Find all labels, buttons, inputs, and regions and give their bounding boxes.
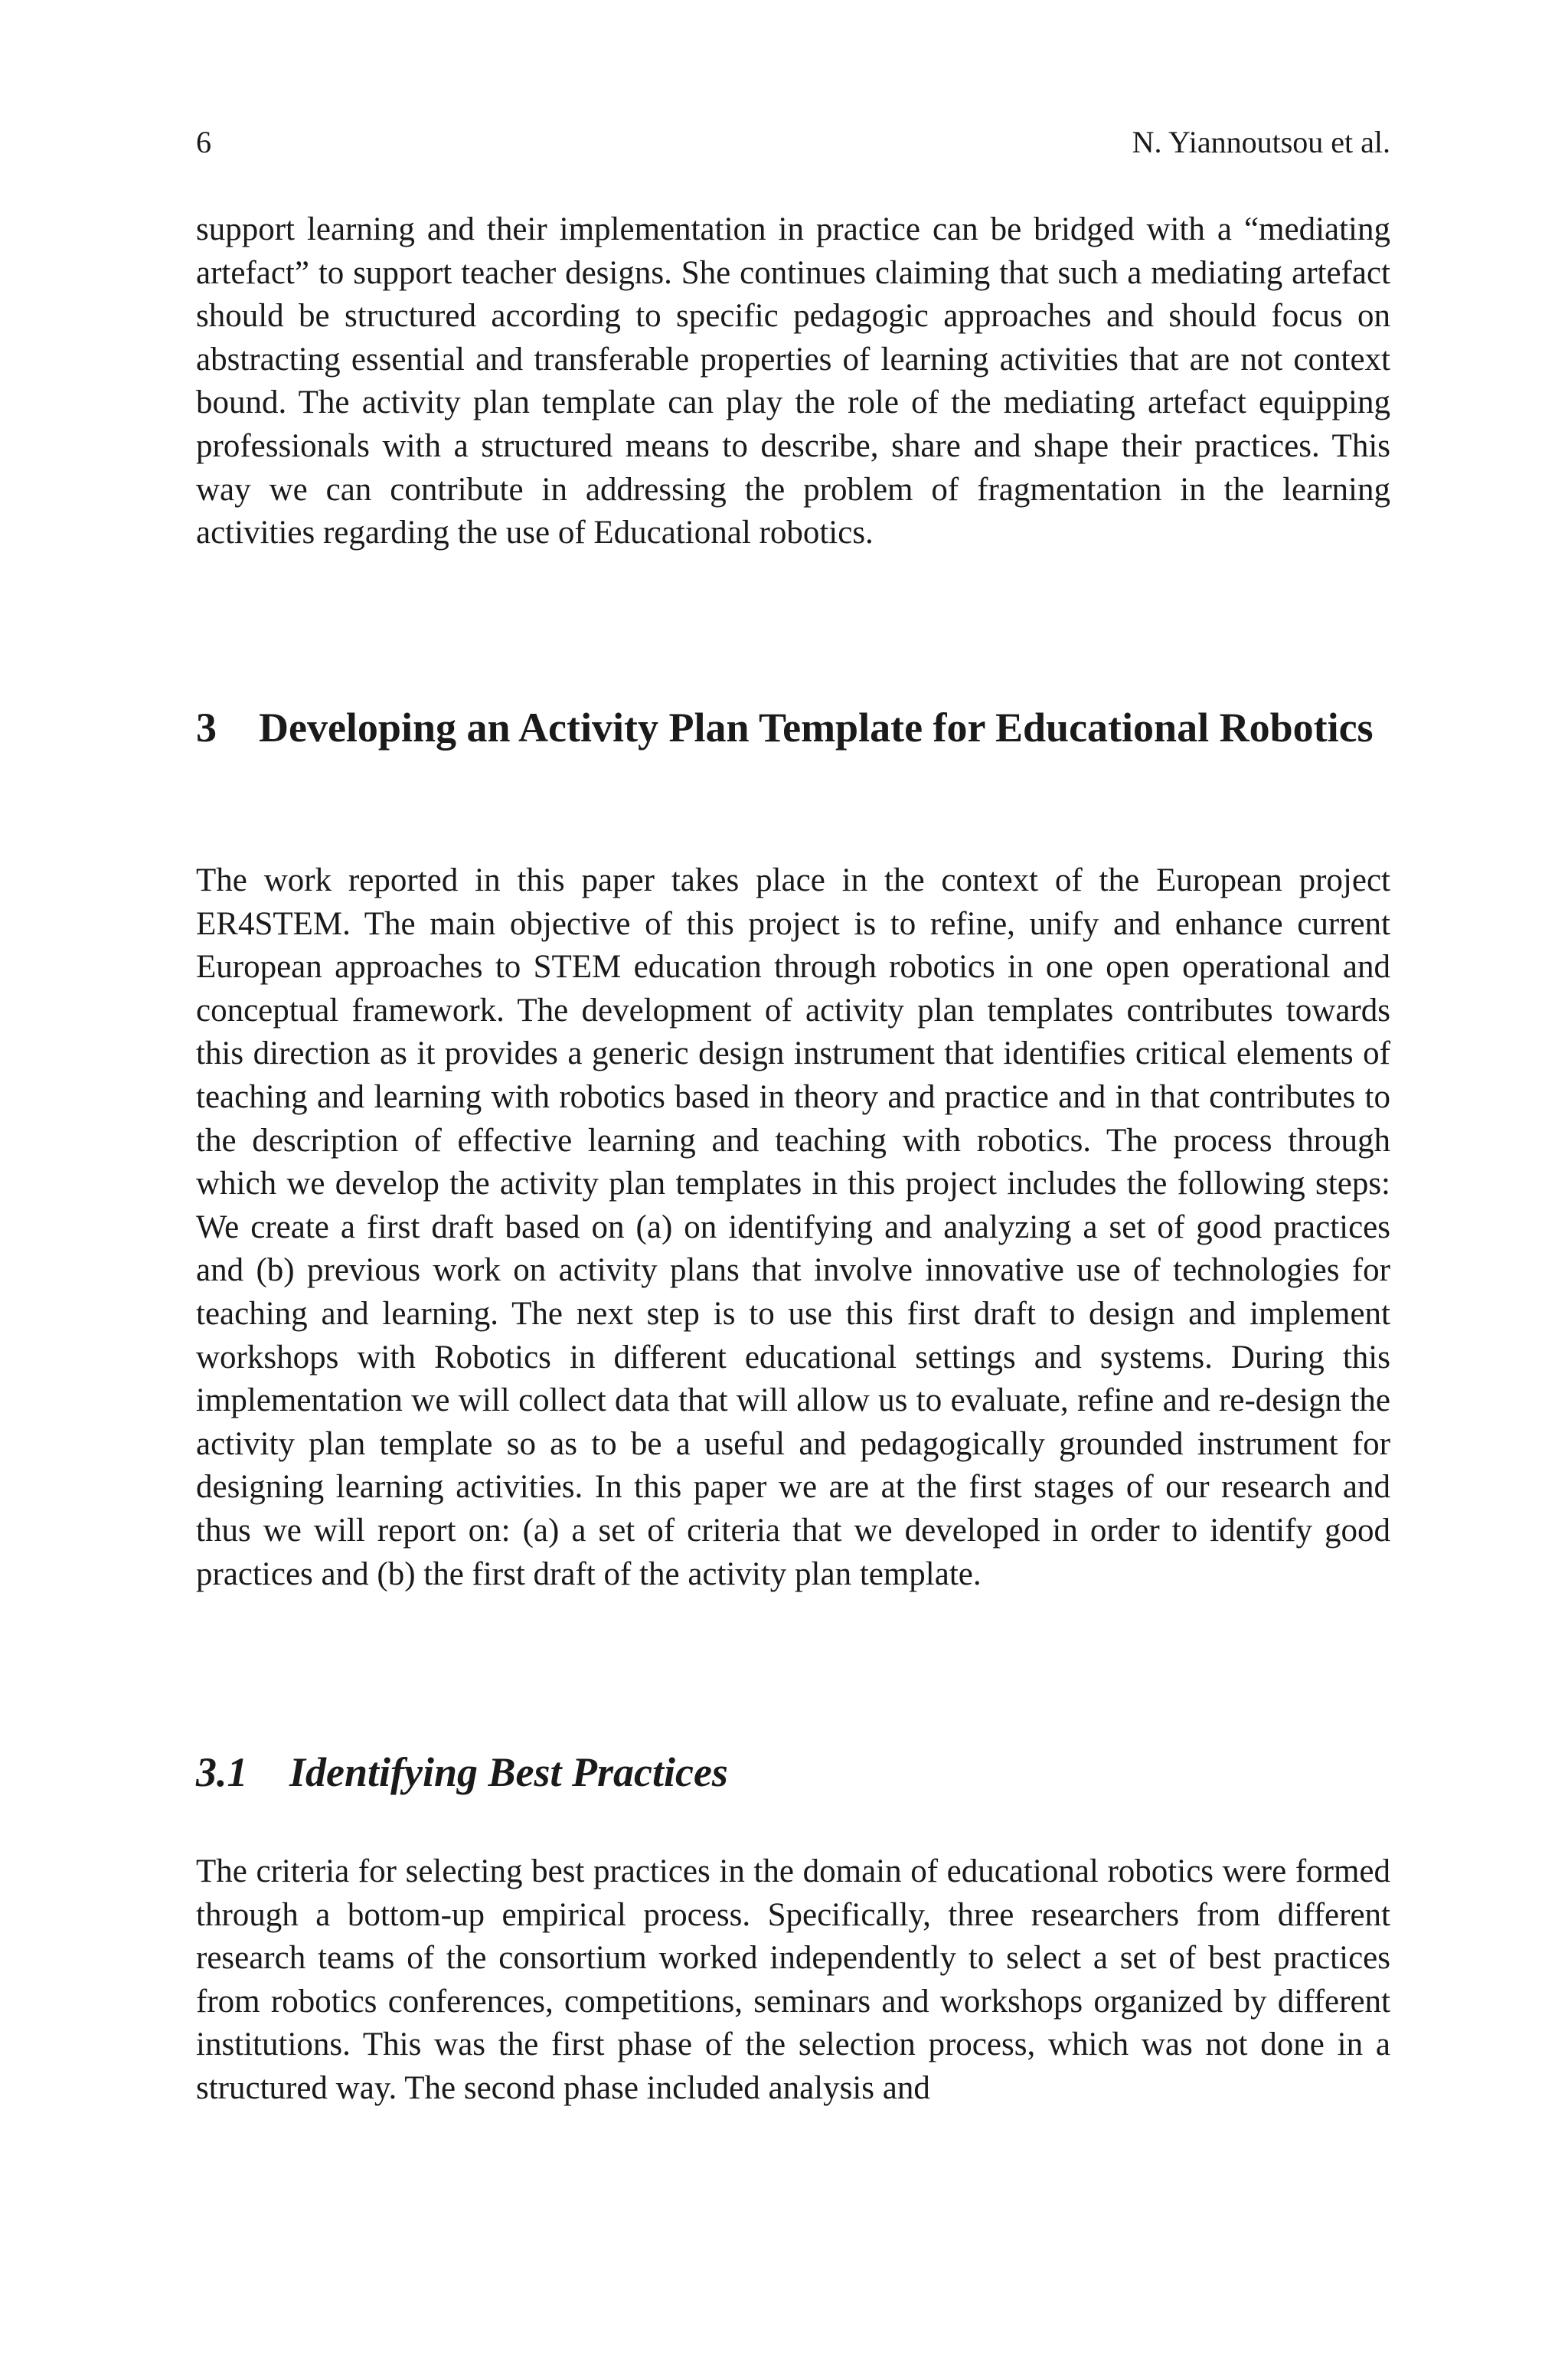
running-author: N. Yiannoutsou et al.: [1132, 125, 1390, 159]
subsection-title: Identifying Best Practices: [289, 1749, 728, 1795]
section-number: 3: [196, 705, 217, 751]
page-number: 6: [196, 125, 211, 159]
body-paragraph-1: support learning and their implementation in practice can be bridged with a “mediating artefact” to support teacher designs. She continues claiming that such a mediating artefact should be structured according to specific pedagogic approaches and should focus on abstracting essential and transferable properties of learning activities that are not context bound. The activity plan template can play the role of the mediating artefact equipping professionals with a structured means to describe, share and shape their practices. This way we can contribute in addressing the problem of fragmentation in the learning activities regarding the use of Educational robotics.: [196, 211, 1390, 551]
section-title: Developing an Activity Plan Template for Educational Robotics: [259, 705, 1374, 751]
subsection-number: 3.1: [196, 1749, 248, 1795]
body-paragraph-2: The work reported in this paper takes place in the context of the European project ER4STEM. The main objective of this project is to refine, unify and enhance current European approaches to STEM education through robotics in one open operational and conceptual framework. The development of activity plan templates contributes towards this direction as it provides a generic design instrument that identifies critical elements of teaching and learning with robotics based in theory and practice and in that contributes to the description of effective learning and teaching with robotics. The process through which we develop the activity plan templates in this project includes the following steps: We create a first draft based on (a) on identifying and analyzing a set of good practices and (b) previous work on activity plans that involve innovative use of technologies for teaching and learning. The next step is to use this first draft to design and implement workshops with Robotics in different educational settings and systems. During this implementation we will collect data that will allow us to evaluate, refine and re-design the activity plan template so as to be a useful and pedagogically grounded instrument for designing learning activities. In this paper we are at the first stages of our research and thus we will report on: (a) a set of criteria that we developed in order to identify good practices and (b) the first draft of the activity plan template.: [196, 862, 1390, 1592]
section-heading: [196, 702, 1390, 754]
subsection-heading: [196, 1746, 1390, 1798]
body-paragraph-3: The criteria for selecting best practices in the domain of educational robotics were formed through a bottom-up empirical process. Specifically, three researchers from different research teams of the consortium worked independently to select a set of best practices from robotics conferences, competitions, seminars and workshops organized by different institutions. This was the first phase of the selection process, which was not done in a structured way. The second phase included analysis and: [196, 1853, 1390, 2106]
